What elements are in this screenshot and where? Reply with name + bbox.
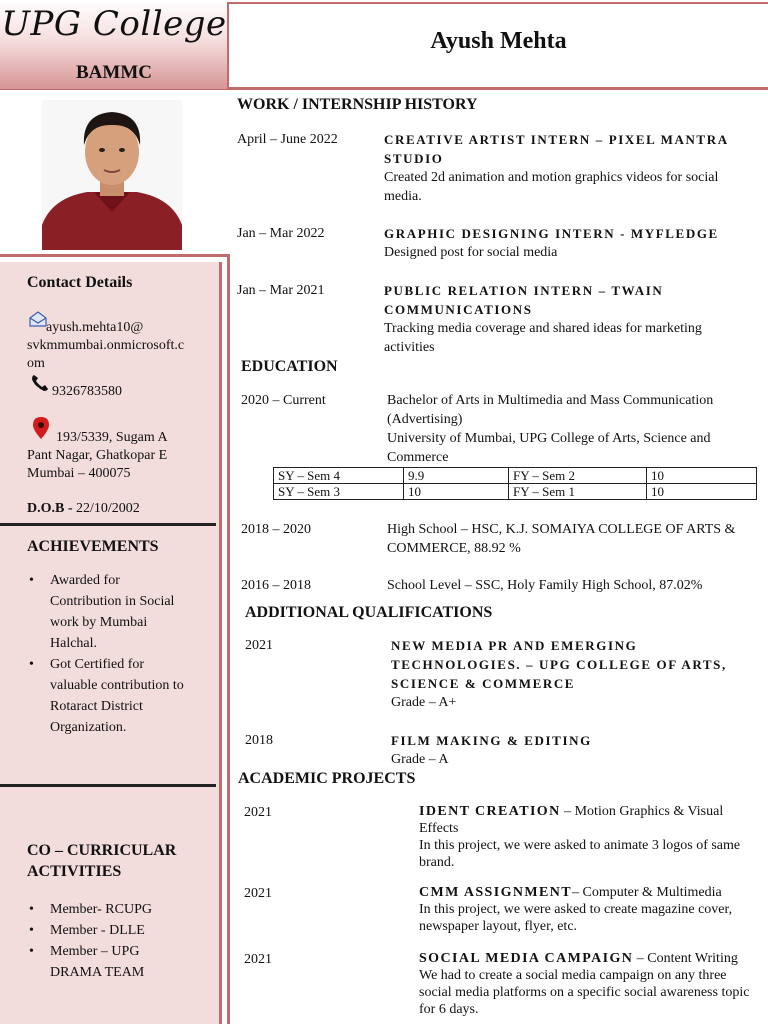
table-row <box>274 468 757 484</box>
name-header <box>227 2 768 90</box>
grades-table <box>273 467 757 500</box>
course-name: BAMMC <box>76 62 152 83</box>
project-date: 2021 <box>244 886 272 901</box>
list-item: • Member- RCUPG <box>27 899 152 920</box>
achievements-list <box>27 570 184 738</box>
project-date: 2021 <box>244 952 272 967</box>
email-line-2: svkmmumbai.onmicrosoft.c <box>27 338 185 353</box>
project-entry: CMM ASSIGNMENT– Computer & Multimedia In this project, we were asked to create magazine cover, newspaper layout, flyer, etc. <box>419 885 733 934</box>
hsc-entry: High School – HSC, K.J. SOMAIYA COLLEGE OF ARTS & COMMERCE, 88.92 % <box>387 522 736 556</box>
work-date: Jan – Mar 2022 <box>237 226 325 241</box>
candidate-name: Ayush Mehta <box>430 28 567 54</box>
degree-entry: Bachelor of Arts in Multimedia and Mass Communication (Advertising) University of Mumbai, UPG College of Arts, Science and Commerce <box>387 393 714 465</box>
education-date: 2020 – Current <box>241 393 326 408</box>
grade-cell: FY – Sem 1 <box>509 484 647 500</box>
education-date: 2016 – 2018 <box>241 578 311 593</box>
ssc-entry: School Level – SSC, Holy Family High School, 87.02% <box>387 578 703 593</box>
work-entry: PUBLIC RELATION INTERN – TWAIN COMMUNICATIONS Tracking media coverage and shared ideas for marketing activities <box>384 283 702 355</box>
grade-cell: SY – Sem 3 <box>274 484 404 500</box>
work-heading: WORK / INTERNSHIP HISTORY <box>237 96 478 113</box>
sidebar <box>0 262 222 1024</box>
list-item: • Awarded for Contribution in Social work by Mumbai Halchal. <box>27 570 184 654</box>
list-item: • Member – UPG DRAMA TEAM <box>27 941 152 983</box>
grade-cell: 10 <box>404 484 509 500</box>
education-date: 2018 – 2020 <box>241 522 311 537</box>
project-date: 2021 <box>244 805 272 820</box>
dob-value: 22/10/2002 <box>72 501 140 516</box>
additional-date: 2021 <box>245 638 273 653</box>
phone-number: 9326783580 <box>52 384 122 399</box>
list-item: • Got Certified for valuable contribution to Rotaract District Organization. <box>27 654 184 738</box>
college-name: UPG College <box>1 4 227 44</box>
email-line-1: ayush.mehta10@ <box>46 320 144 335</box>
cocurricular-list <box>27 899 152 983</box>
address-line-3: Mumbai – 400075 <box>27 466 131 481</box>
project-entry: SOCIAL MEDIA CAMPAIGN – Content Writing We had to create a social media campaign on any three social media platforms on a specific social awareness topic for 6 days. <box>419 951 750 1017</box>
phone-icon <box>30 373 50 398</box>
additional-entry: NEW MEDIA PR AND EMERGING TECHNOLOGIES. – UPG COLLEGE OF ARTS, SCIENCE & COMMERCE Grade – A+ <box>391 638 727 710</box>
dob <box>27 500 140 517</box>
location-pin-icon <box>32 416 50 445</box>
additional-date: 2018 <box>245 733 273 748</box>
section-divider <box>0 784 216 787</box>
grade-cell: 9.9 <box>404 468 509 484</box>
list-item: • Member - DLLE <box>27 920 152 941</box>
grade-cell: FY – Sem 2 <box>509 468 647 484</box>
project-entry: IDENT CREATION – Motion Graphics & Visual Effects In this project, we were asked to animate 3 logos of same brand. <box>419 804 741 870</box>
dob-label: D.O.B - <box>27 501 73 516</box>
address-line-1: 193/5339, Sugam A <box>56 430 168 445</box>
work-entry: GRAPHIC DESIGNING INTERN - MYFLEDGE Designed post for social media <box>384 226 719 260</box>
section-divider <box>0 523 216 526</box>
education-heading: EDUCATION <box>241 358 338 375</box>
profile-photo <box>42 100 182 250</box>
projects-heading: ACADEMIC PROJECTS <box>238 770 416 787</box>
achievements-heading: ACHIEVEMENTS <box>27 538 159 555</box>
email-icon <box>28 310 48 333</box>
additional-heading: ADDITIONAL QUALIFICATIONS <box>245 604 493 621</box>
college-header <box>0 0 228 90</box>
grade-cell: 10 <box>647 484 757 500</box>
work-date: Jan – Mar 2021 <box>237 283 325 298</box>
person-portrait-icon <box>42 100 182 250</box>
grade-cell: 10 <box>647 468 757 484</box>
email-line-3: om <box>27 356 45 371</box>
additional-entry: FILM MAKING & EDITING Grade – A <box>391 733 592 767</box>
contact-heading: Contact Details <box>27 274 133 291</box>
table-row <box>274 484 757 500</box>
cocurricular-heading-2: ACTIVITIES <box>27 863 122 880</box>
work-date: April – June 2022 <box>237 132 338 147</box>
address-line-2: Pant Nagar, Ghatkopar E <box>27 448 168 463</box>
work-entry: CREATIVE ARTIST INTERN – PIXEL MANTRA STUDIO Created 2d animation and motion graphics videos for social media. <box>384 132 729 204</box>
grade-cell: SY – Sem 4 <box>274 468 404 484</box>
cocurricular-heading-1: CO – CURRICULAR <box>27 842 177 859</box>
